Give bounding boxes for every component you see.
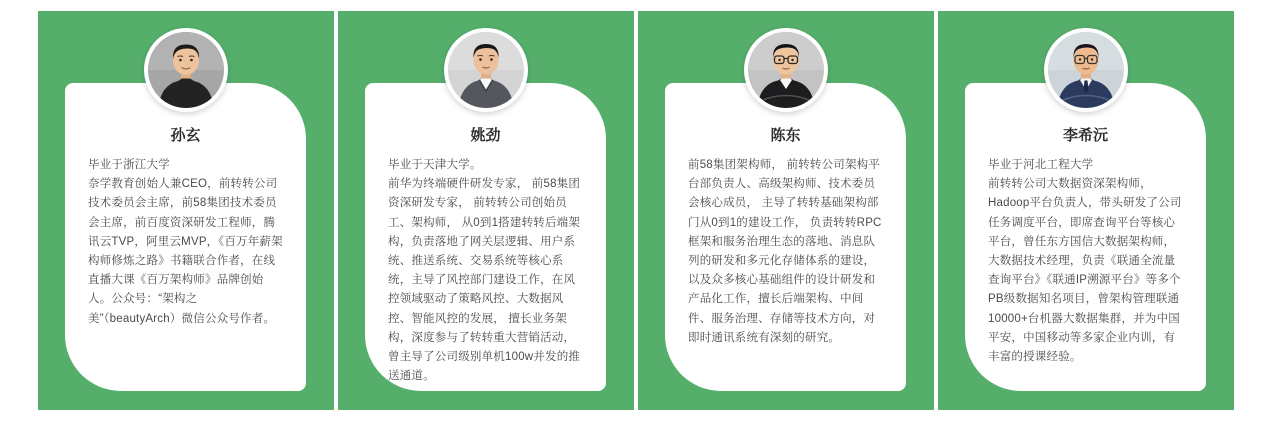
avatar [144, 28, 228, 112]
portrait-photo [148, 32, 224, 108]
instructor-name: 陈东 [770, 127, 801, 144]
instructor-bio-paragraph: 毕业于河北工程大学 [988, 159, 1094, 171]
instructor-card [965, 83, 1206, 391]
instructor-bio [388, 156, 584, 386]
instructor-card [365, 83, 606, 391]
instructor-bio-paragraph: 前华为终端硬件研发专家， 前58集团资深研发专家， 前转转公司创始员工、架构师， 从0到1搭建转转后端架构，负责落地了网关层逻辑、用户系统、推送系统、交易系统等核心系统，主导了风控部门建设工作，在风控领域驱动了策略风控、大数据风控、智能风控的发展， 擅长业务架构，深度参与了转转重大营销活动，曾主导了公司级别单机100w并发的推送通道。 [388, 178, 581, 383]
instructor-name: 孙玄 [170, 127, 201, 144]
instructor-bio-paragraph: 奈学教育创始人兼CEO，前转转公司技术委员会主席，前58集团技术委员会主席，前百度资深研发工程师，腾讯云TVP，阿里云MVP，《百万年薪架构师修炼之路》书籍联合作者，在线直播大课《百万架构师》品牌创始人。公众号：“架构之美”（beautyArch）微信公众号作者。 [88, 178, 283, 325]
instructor-bio-paragraph: 前58集团架构师， 前转转公司架构平台部负责人、高级架构师、技术委员会核心成员， 主导了转转基础架构部门从0到1的建设工作， 负责转转RPC框架和服务治理生态的落地、消息队列的研发和多元化存储体系的建设，以及众多核心基础组件的设计研发和产品化工作，擅长后端架构、中间件、服务治理、存储等技术方向，对即时通讯系统有深刻的研究。 [688, 159, 882, 344]
avatar [744, 28, 828, 112]
instructor-bio [688, 156, 884, 348]
instructor-bio-paragraph: 前转转公司大数据资深架构师，Hadoop平台负责人，带头研发了公司任务调度平台，即席查询平台等核心平台，曾任东方国信大数据架构师，大数据技术经理，负责《联通全流量查询平台》《联通IP溯源平台》等多个PB级数据知名项目，曾架构管理联通10000+台机器大数据集群，并为中国平安，中国移动等多家企业内训，有丰富的授课经验。 [988, 178, 1182, 364]
instructor-bio [988, 156, 1184, 367]
instructor-name: 姚劲 [470, 127, 501, 144]
instructor-panel-2 [338, 11, 634, 410]
avatar [1044, 28, 1128, 112]
instructor-card [665, 83, 906, 391]
instructor-panel-1 [38, 11, 334, 410]
portrait-photo [448, 32, 524, 108]
instructor-card [65, 83, 306, 391]
portrait-photo [1048, 32, 1124, 108]
instructor-name: 李希沅 [1062, 127, 1108, 144]
instructor-bio [88, 156, 284, 329]
portrait-photo [748, 32, 824, 108]
instructor-bio-paragraph: 毕业于浙江大学 [88, 159, 170, 171]
instructor-bio-paragraph: 毕业于天津大学。 [388, 159, 482, 171]
instructor-panel-3 [638, 11, 934, 410]
avatar [444, 28, 528, 112]
instructor-panel-4 [938, 11, 1234, 410]
